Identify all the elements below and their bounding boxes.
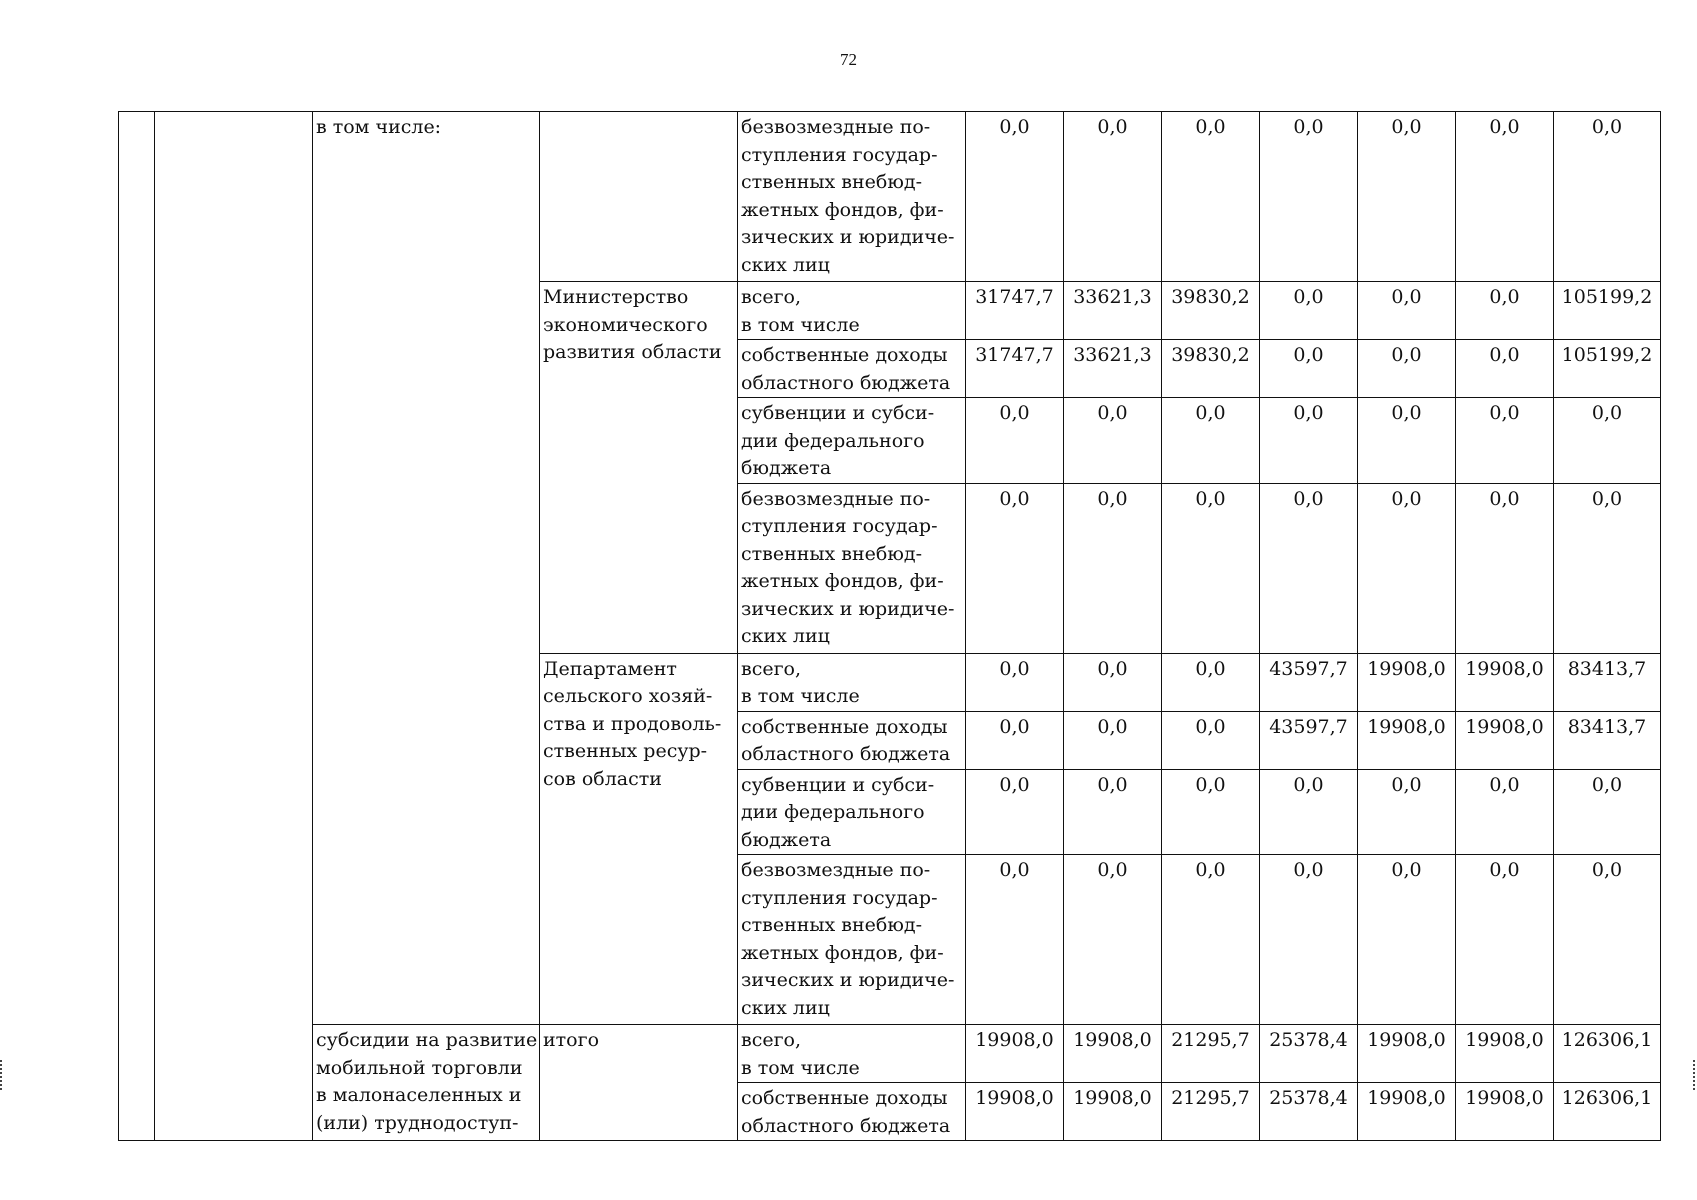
- executor-cell: [540, 112, 738, 282]
- page-number: 72: [840, 50, 857, 69]
- value-cell: 39830,2: [1162, 282, 1260, 340]
- value-cell: 0,0: [1260, 769, 1358, 855]
- value-cell: 0,0: [1064, 653, 1162, 711]
- value-cell: 31747,7: [966, 282, 1064, 340]
- value-cell: 0,0: [1358, 282, 1456, 340]
- value-cell: 0,0: [1358, 340, 1456, 398]
- value-cell: 0,0: [966, 398, 1064, 484]
- value-cell: 0,0: [1064, 398, 1162, 484]
- value-cell: 0,0: [1260, 112, 1358, 282]
- value-cell: 43597,7: [1260, 711, 1358, 769]
- value-cell: 19908,0: [1064, 1083, 1162, 1141]
- value-cell: 25378,4: [1260, 1083, 1358, 1141]
- value-cell: 19908,0: [1358, 653, 1456, 711]
- value-cell: 25378,4: [1260, 1025, 1358, 1083]
- value-cell: 0,0: [1162, 112, 1260, 282]
- value-cell: 0,0: [1162, 483, 1260, 653]
- value-cell: 21295,7: [1162, 1025, 1260, 1083]
- value-cell: 19908,0: [1456, 711, 1554, 769]
- value-cell: 83413,7: [1554, 653, 1661, 711]
- value-cell: 0,0: [1260, 483, 1358, 653]
- value-cell: 0,0: [1162, 398, 1260, 484]
- value-cell: 0,0: [1064, 711, 1162, 769]
- category-cell: субвенции и субси- дии федерального бюджета: [738, 769, 966, 855]
- category-cell: всего, в том числе: [738, 1025, 966, 1083]
- value-cell: 0,0: [966, 112, 1064, 282]
- value-cell: 19908,0: [1064, 1025, 1162, 1083]
- value-cell: 0,0: [1554, 769, 1661, 855]
- value-cell: 21295,7: [1162, 1083, 1260, 1141]
- value-cell: 0,0: [1456, 398, 1554, 484]
- value-cell: 0,0: [1358, 855, 1456, 1025]
- value-cell: 0,0: [1162, 769, 1260, 855]
- value-cell: 0,0: [1456, 483, 1554, 653]
- value-cell: 0,0: [1064, 855, 1162, 1025]
- value-cell: 0,0: [966, 483, 1064, 653]
- value-cell: 0,0: [1260, 282, 1358, 340]
- value-cell: 39830,2: [1162, 340, 1260, 398]
- value-cell: 19908,0: [966, 1083, 1064, 1141]
- value-cell: 0,0: [1162, 653, 1260, 711]
- category-cell: всего, в том числе: [738, 653, 966, 711]
- value-cell: 0,0: [1554, 483, 1661, 653]
- category-cell: безвозмездные по- ступления государ- ственных внебюд- жетных фондов, фи- зических и юридиче- ских лиц: [738, 855, 966, 1025]
- value-cell: 0,0: [966, 769, 1064, 855]
- value-cell: 0,0: [1162, 855, 1260, 1025]
- col-name-cell: [155, 112, 313, 1141]
- value-cell: 0,0: [1162, 711, 1260, 769]
- col-in-that-number: [313, 112, 540, 1025]
- category-cell: всего, в том числе: [738, 282, 966, 340]
- value-cell: 126306,1: [1554, 1083, 1661, 1141]
- value-cell: 0,0: [1358, 483, 1456, 653]
- value-cell: 19908,0: [1358, 1025, 1456, 1083]
- in-that-number-label: в том числе:: [316, 116, 442, 138]
- table-row: [119, 1025, 1661, 1083]
- value-cell: 0,0: [1456, 769, 1554, 855]
- value-cell: 126306,1: [1554, 1025, 1661, 1083]
- executor-cell: Департамент сельского хозяй- ства и продоволь- ственных ресур- сов области: [540, 653, 738, 1025]
- value-cell: 0,0: [1554, 398, 1661, 484]
- value-cell: 83413,7: [1554, 711, 1661, 769]
- value-cell: 19908,0: [1456, 1025, 1554, 1083]
- category-cell: собственные доходы областного бюджета: [738, 340, 966, 398]
- value-cell: 19908,0: [1358, 1083, 1456, 1141]
- value-cell: 0,0: [1554, 855, 1661, 1025]
- value-cell: 0,0: [1456, 112, 1554, 282]
- value-cell: 19908,0: [1456, 653, 1554, 711]
- value-cell: 19908,0: [1358, 711, 1456, 769]
- category-cell: безвозмездные по- ступления государ- ственных внебюд- жетных фондов, фи- зических и юридиче- ских лиц: [738, 112, 966, 282]
- value-cell: 0,0: [1358, 769, 1456, 855]
- value-cell: 0,0: [1260, 855, 1358, 1025]
- value-cell: 0,0: [966, 855, 1064, 1025]
- value-cell: 105199,2: [1554, 282, 1661, 340]
- value-cell: 0,0: [1456, 340, 1554, 398]
- value-cell: 33621,3: [1064, 340, 1162, 398]
- category-cell: безвозмездные по- ступления государ- ственных внебюд- жетных фондов, фи- зических и юридиче- ских лиц: [738, 483, 966, 653]
- value-cell: 0,0: [1554, 112, 1661, 282]
- value-cell: 19908,0: [1456, 1083, 1554, 1141]
- scan-edge-mark-left: [0, 1060, 4, 1090]
- table-row: [119, 112, 1661, 282]
- executor-cell: итого: [540, 1025, 738, 1141]
- value-cell: 0,0: [966, 653, 1064, 711]
- value-cell: 31747,7: [966, 340, 1064, 398]
- value-cell: 0,0: [1260, 340, 1358, 398]
- value-cell: 33621,3: [1064, 282, 1162, 340]
- value-cell: 43597,7: [1260, 653, 1358, 711]
- value-cell: 0,0: [1358, 112, 1456, 282]
- value-cell: 0,0: [1064, 483, 1162, 653]
- value-cell: 0,0: [1064, 769, 1162, 855]
- value-cell: 0,0: [1456, 855, 1554, 1025]
- budget-table: [118, 111, 1661, 1141]
- category-cell: собственные доходы областного бюджета: [738, 1083, 966, 1141]
- value-cell: 105199,2: [1554, 340, 1661, 398]
- category-cell: собственные доходы областного бюджета: [738, 711, 966, 769]
- value-cell: 0,0: [1456, 282, 1554, 340]
- category-cell: субвенции и субси- дии федерального бюджета: [738, 398, 966, 484]
- scan-edge-mark-right: [1693, 1060, 1697, 1090]
- subsidy-name-cell: субсидии на развитие мобильной торговли в малонаселенных и (или) труднодоступ-: [313, 1025, 540, 1141]
- value-cell: 0,0: [966, 711, 1064, 769]
- value-cell: 19908,0: [966, 1025, 1064, 1083]
- executor-cell: Министерство экономического развития области: [540, 282, 738, 654]
- col-number-cell: [119, 112, 155, 1141]
- value-cell: 0,0: [1064, 112, 1162, 282]
- value-cell: 0,0: [1358, 398, 1456, 484]
- value-cell: 0,0: [1260, 398, 1358, 484]
